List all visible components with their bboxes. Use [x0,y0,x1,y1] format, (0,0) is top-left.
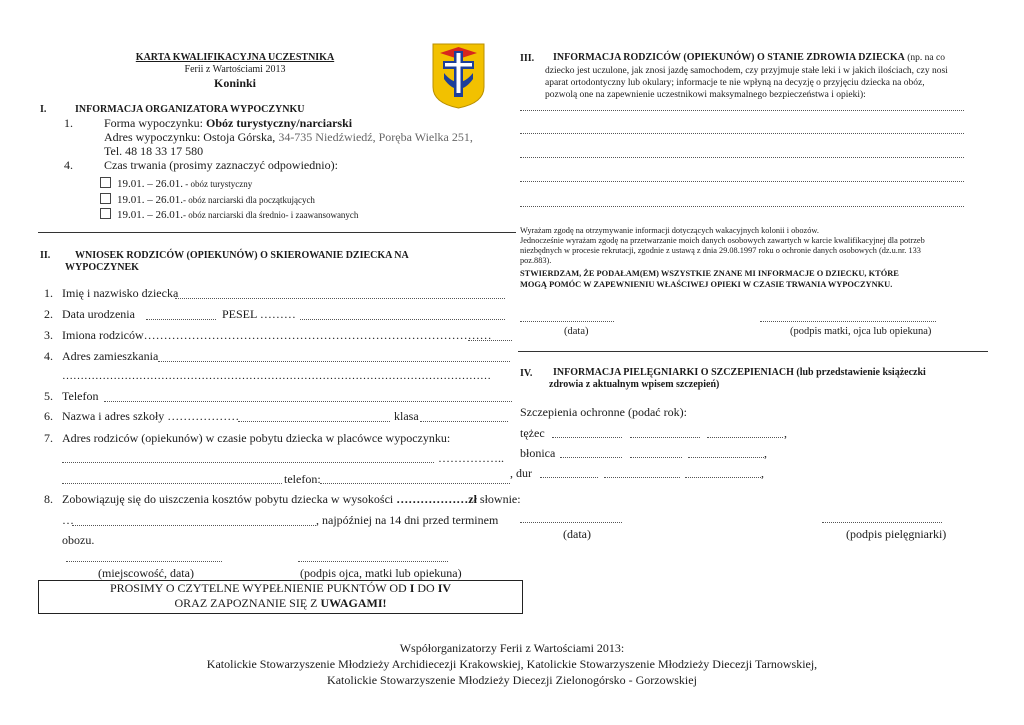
consent-data-line: poz.883). [520,256,552,265]
section2-title-line2: WYPOCZYNEK [65,262,139,273]
payment-words-field[interactable] [72,525,316,526]
option-desc: - obóz narciarski dla początkujących [183,195,315,205]
section4-title-note: (lub przedstawienie książeczki [793,367,926,378]
field-num-7: 7. [44,431,53,445]
class-field[interactable] [420,421,508,422]
address-field[interactable] [158,361,510,362]
s3-date-caption: (data) [564,326,589,337]
duration-option-2[interactable] [100,192,315,207]
vaccine-diphtheria-year-3[interactable] [688,457,764,458]
section4-title-line2: zdrowia z aktualnym wpisem szczepień) [549,379,720,390]
field-num-3: 3. [44,328,53,342]
address-field-cont[interactable]: ……………………………………………………………………………………………………… [62,370,491,382]
nurse-signature-field[interactable] [822,522,942,523]
class-label: klasa [394,409,419,423]
payment-words-label: słownie: [476,492,521,506]
form-title: KARTA KWALIFIKACYJNA UCZESTNIKA [135,52,335,63]
section3-description [545,65,990,101]
notice-line2: ORAZ ZAPOZNANIE SIĘ Z UWAGAMI! [174,596,387,610]
section1-title: INFORMACJA ORGANIZATORA WYPOCZYNKU [75,104,305,115]
field-num-8: 8. [44,492,53,506]
field-num-4: 4. [44,349,53,363]
vaccine-sep: , [761,466,764,480]
field-num-2: 2. [44,307,53,321]
s1-item1-number: 1. [64,116,73,130]
duration-option-3[interactable] [100,207,358,222]
option-desc: - obóz turystyczny [183,179,253,189]
section-divider [38,232,516,233]
child-name-field[interactable] [175,298,505,299]
footer-line: Współorganizatorzy Ferii z Wartościami 2013: [399,641,625,655]
field-num-1: 1. [44,286,53,300]
vaccine-sep: , [784,426,787,440]
section2-number: II. [40,250,51,261]
section4-title-line1 [553,367,993,378]
section3-desc-first: (np. na co [904,53,945,63]
consent-text [520,226,990,266]
statement-text [520,268,990,290]
vaccine-typhoid-year-3[interactable] [685,477,761,478]
section3-desc-line: dziecko jest uczulone, jak znosi jazdę samochodem, czy przyjmuje stałe leki i w jakich ilościach, czy nosi [545,66,948,76]
vaccine-tetanus-year-3[interactable] [707,437,783,438]
consent-info: Wyrażam zgodę na otrzymywanie informacji dotyczących wakacyjnych kolonii i obozów. [520,226,819,235]
parents-address-field[interactable] [62,462,434,463]
s1-address [104,130,473,145]
health-info-line[interactable] [520,133,964,134]
parents-address-label: Adres rodziców (opiekunów) w czasie pobytu dziecka w placówce wypoczynku: [62,431,451,445]
payment-deadline-text: , najpóźniej na 14 dni przed terminem [316,513,499,527]
vaccine-tetanus-year-1[interactable] [552,437,622,438]
vaccine-diphtheria-label: błonica [520,446,556,460]
consent-data-line: Jednocześnie wyrażam zgodę na przetwarzanie moich danych osobowych zawartych w karcie kwalifikacyjnej dla potrzeb [520,236,925,245]
section3-desc-line: pozwolą one na zapewnienie uczestnikowi maksymalnego bezpieczeństwa i opieki): [545,90,866,100]
section3-header [553,52,993,64]
birthdate-field[interactable] [146,319,216,320]
pesel-field[interactable] [300,319,505,320]
phone-field[interactable] [104,401,512,402]
section3-title: INFORMACJA RODZICÓW (OPIEKUNÓW) O STANIE ZDROWIA DZIECKA [553,52,905,63]
parents-phone-label: telefon: [284,472,321,486]
section3-number: III. [520,53,535,64]
s1-address-label: Adres wypoczynku: Ostoja Górska, [104,130,279,144]
field-num-5: 5. [44,389,53,403]
s1-item4-number: 4. [64,158,73,172]
s1-item4-label: Czas trwania (prosimy zaznaczyć odpowiednio): [104,158,338,172]
s1-address-value: 34-735 Niedźwiedź, Poręba Wielka 251, [278,130,473,144]
health-info-line[interactable] [520,157,964,158]
vaccine-diphtheria-year-2[interactable] [630,457,682,458]
parent-signature-field[interactable] [298,561,448,562]
footer-organizers [120,640,904,688]
vaccine-sep: , [764,446,767,460]
form-subtitle: Ferii z Wartościami 2013 [184,64,286,75]
s3-signature-caption: (podpis matki, ojca lub opiekuna) [790,326,932,337]
section2-title-line1: WNIOSEK RODZICÓW (OPIEKUNÓW) O SKIEROWANIE DZIECKA NA [75,250,409,261]
vaccine-typhoid-label: , dur [510,466,532,480]
health-info-line[interactable] [520,206,964,207]
option-dates: 19.01. – 26.01. [117,178,183,190]
footer-line: Katolickie Stowarzyszenie Młodzieży Diecezji Zielonogórsko - Gorzowskiej [327,673,697,687]
s1-item1-label: Forma wypoczynku: [104,116,206,130]
statement-line: MOGĄ POMÓC W ZAPEWNIENIU WŁAŚCIWEJ OPIEKI W CZASIE TRWANIA WYPOCZYNKU. [520,280,893,289]
school-field[interactable] [238,421,390,422]
statement-line: STWIERDZAM, ŻE PODAŁAM(EM) WSZYSTKIE ZNANE MI INFORMACJE O DZIECKU, KTÓRE [520,269,899,278]
s4-date-caption: (data) [563,527,591,541]
notice-box [38,580,523,614]
parents-phone-field[interactable] [320,483,510,484]
section4-title: INFORMACJA PIELĘGNIARKI O SZCZEPIENIACH [553,367,794,378]
address-label: Adres zamieszkania [62,349,159,363]
s1-phone: Tel. 48 18 33 17 580 [104,144,204,158]
parents-address-field-2[interactable] [62,483,282,484]
parents-address-end: …………….. [438,451,504,465]
payment-start: … [62,513,74,527]
vaccine-typhoid-year-2[interactable] [604,477,680,478]
place-date-field[interactable] [66,561,222,562]
parents-names-label: Imiona rodziców…………………………………………………………………………… [62,328,492,342]
vaccine-tetanus-label: tężec [520,426,545,440]
payment-commitment [62,492,521,507]
consent-data-line: niezbędnych w procesie rekrutacji, zgodnie z ustawą z dnia 29.08.1997 roku o ochronie danych osobowych (dz.u.nr. 133 [520,246,921,255]
health-info-line[interactable] [520,181,964,182]
s4-date-field[interactable] [520,522,622,523]
payment-amount-field[interactable]: ………………zł [396,492,477,506]
form-place: Koninki [213,76,257,90]
section4-number: IV. [520,368,533,379]
parents-names-field[interactable] [468,340,512,341]
school-label: Nazwa i adres szkoły ……………… [62,409,240,423]
s1-item1 [104,116,352,131]
section3-desc-line: aparat ortodontyczny lub okulary; informacje te nie wpłyną na decyzję o przyjęciu dziecka na obóz, [545,78,925,88]
vaccinations-title: Szczepienia ochronne (podać rok): [520,405,687,419]
footer-line: Katolickie Stowarzyszenie Młodzieży Archidiecezji Krakowskiej, Katolickie Stowarzyszenie Młodzieży Diecezji Tarnowskiej, [206,657,818,671]
payment-deadline-end: obozu. [62,533,95,547]
vaccine-diphtheria-year-1[interactable] [560,457,622,458]
option-desc: - obóz narciarski dla średnio- i zaawansowanych [183,210,359,220]
nurse-signature-caption: (podpis pielęgniarki) [846,527,947,541]
ksm-emblem-logo [432,43,485,109]
parent-signature-caption: (podpis ojca, matki lub opiekuna) [300,566,462,580]
health-info-line[interactable] [520,110,964,111]
section1-number: I. [40,104,47,115]
checkbox-icon[interactable] [100,208,111,219]
phone-label: Telefon [62,389,99,403]
notice-line1: PROSIMY O CZYTELNE WYPEŁNIENIE PUKNTÓW OD I DO IV [109,581,452,595]
pesel-label: PESEL ……… [222,307,296,321]
option-dates: 19.01. – 26.01. [117,194,183,206]
place-date-caption: (miejscowość, data) [98,566,194,580]
duration-option-1[interactable] [100,176,252,191]
s3-signature-field[interactable] [760,321,936,322]
section-divider [518,351,988,352]
field-num-6: 6. [44,409,53,423]
vaccine-tetanus-year-2[interactable] [630,437,700,438]
option-dates: 19.01. – 26.01. [117,209,183,221]
payment-label: Zobowiązuję się do uiszczenia kosztów pobytu dziecka w wysokości [62,492,397,506]
checkbox-icon[interactable] [100,193,111,204]
checkbox-icon[interactable] [100,177,111,188]
s1-item1-value: Obóz turystyczny/narciarski [205,116,353,130]
child-name-label: Imię i nazwisko dziecka [62,286,179,300]
s3-date-field[interactable] [520,321,614,322]
vaccine-typhoid-year-1[interactable] [540,477,598,478]
birthdate-label: Data urodzenia [62,307,135,321]
